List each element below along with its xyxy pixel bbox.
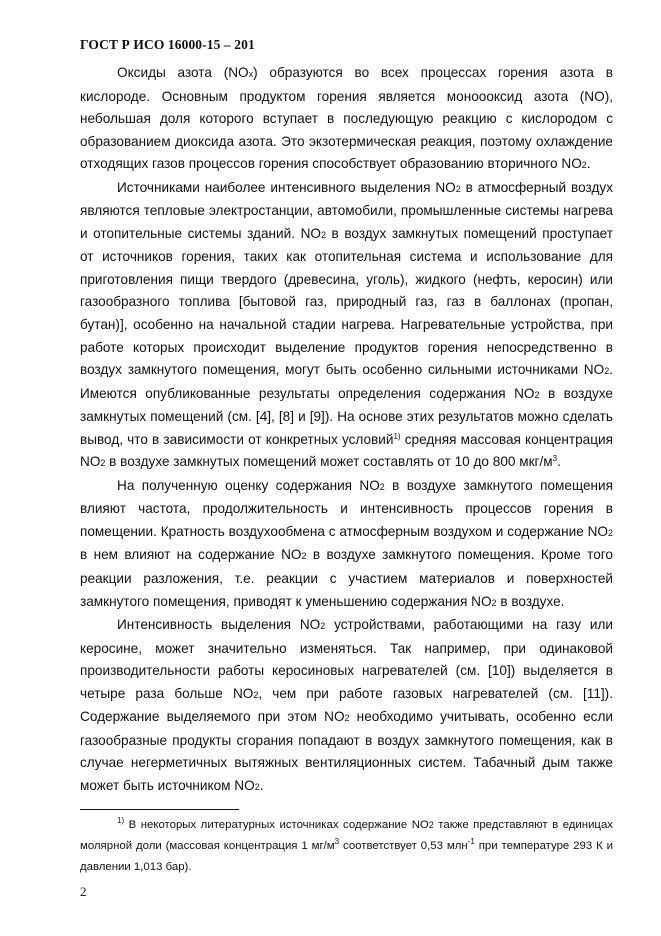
subscript: 2	[100, 458, 106, 469]
subscript: 2	[581, 160, 587, 171]
superscript: 1)	[117, 816, 125, 825]
footnote-separator	[80, 809, 239, 810]
subscript: x	[248, 69, 254, 79]
subscript: 2	[253, 689, 259, 700]
paragraph: Интенсивность выделения NO2 устройствами, работающими на газу или керосине, может значительно изменяться. Так например, при одинаковой производительности работы керосиновых нагревателей (см. [10]) выделяется в четыре раза больше NO2, чем при работе газовых нагревателей (см. [11]). Содержание выделяемого при этом NO2 необходимо учитывать, особенно если газообразные продукты сгорания попадают в воздух замкнутого помещения, как в случае негерметичных вытяжных вентиляционных систем. Табачный дым также может быть источником NO2.	[80, 617, 613, 793]
paragraph: Оксиды азота (NOx) образуются во всех процессах горения азота в кислороде. Основным продуктом горения является моноооксид азота (NO), небольшая доля которого вступает в последующую реакцию с кислородом с образованием диоксида азота. Это экзотермическая реакция, поэтому охлаждение отходящих газов процессов горения способствует образованию вторичного NO2.	[80, 65, 613, 172]
superscript: 1)	[393, 431, 401, 441]
main-text	[80, 62, 613, 799]
subscript: 2	[491, 597, 497, 608]
subscript: 2	[320, 621, 326, 632]
subscript: 2	[607, 527, 613, 538]
superscript: 3	[552, 454, 558, 464]
subscript: 2	[604, 366, 610, 377]
subscript: 2	[320, 229, 326, 240]
subscript: 2	[455, 183, 461, 194]
footnote	[80, 815, 613, 878]
subscript: 2	[379, 481, 385, 492]
superscript: -1	[467, 837, 475, 846]
footnote-text: $^{1)}$ В некоторых литературных источниках содержание NO2 также представляют в единицах молярной доли (массовая концентрация 1 $мг/м^3$ соответствует 0,53 млн$^{-1}$ при температуре 293 К и давлении 1,013 бар).	[80, 816, 614, 873]
subscript: 2	[254, 781, 260, 792]
document-header: ГОСТ Р ИСО 16000-15 – 201	[80, 37, 255, 52]
subscript: 2	[301, 551, 307, 562]
page-number: 2	[80, 884, 87, 899]
subscript: 2	[534, 389, 540, 400]
subscript: 2	[344, 713, 350, 724]
paragraph: Источниками наиболее интенсивного выделения NO2 в атмосферный воздух являются тепловые электростанции, автомобили, промышленные системы нагрева и отопительные системы зданий. NO2 в воздух замкнутых помещений проступает от источников горения, таких как отопительная система и использование для приготовления пищи твердого (древесина, уголь), жидкого (нефть, керосин) или газообразного топлива [бытовой газ, природный газ, газ в баллонах (пропан, бутан)], особенно на начальной стадии нагрева. Нагревательные устройства, при работе которых происходит выделение продуктов горения непосредственно в воздух замкнутого помещения, могут быть особенно сильными источниками NO2. Имеются опубликованные результаты определения содержания NO2 в воздухе замкнутых помещений (см. [4], [8] и [9]). На основе этих результатов можно сделать вывод, что в зависимости от конкретных условий$^{1)}$ средняя массовая концентрация NO2 в воздухе замкнутых помещений может составлять от 10 до 800 мкг/$м^3$.	[80, 179, 613, 470]
subscript: 2	[428, 820, 434, 830]
superscript: 3	[334, 837, 340, 846]
paragraph: На полученную оценку содержания NO2 в воздухе замкнутого помещения влияют частота, продолжительность и интенсивность процессов горения в помещении. Кратность воздухообмена с атмосферным воздухом и содержание NO2 в нем влияют на содержание NO2 в воздухе замкнутого помещения. Кроме того реакции разложения, т.е. реакции с участием материалов и поверхностей замкнутого помещения, приводят к уменьшению содержания NO2 в воздухе.	[80, 477, 613, 609]
